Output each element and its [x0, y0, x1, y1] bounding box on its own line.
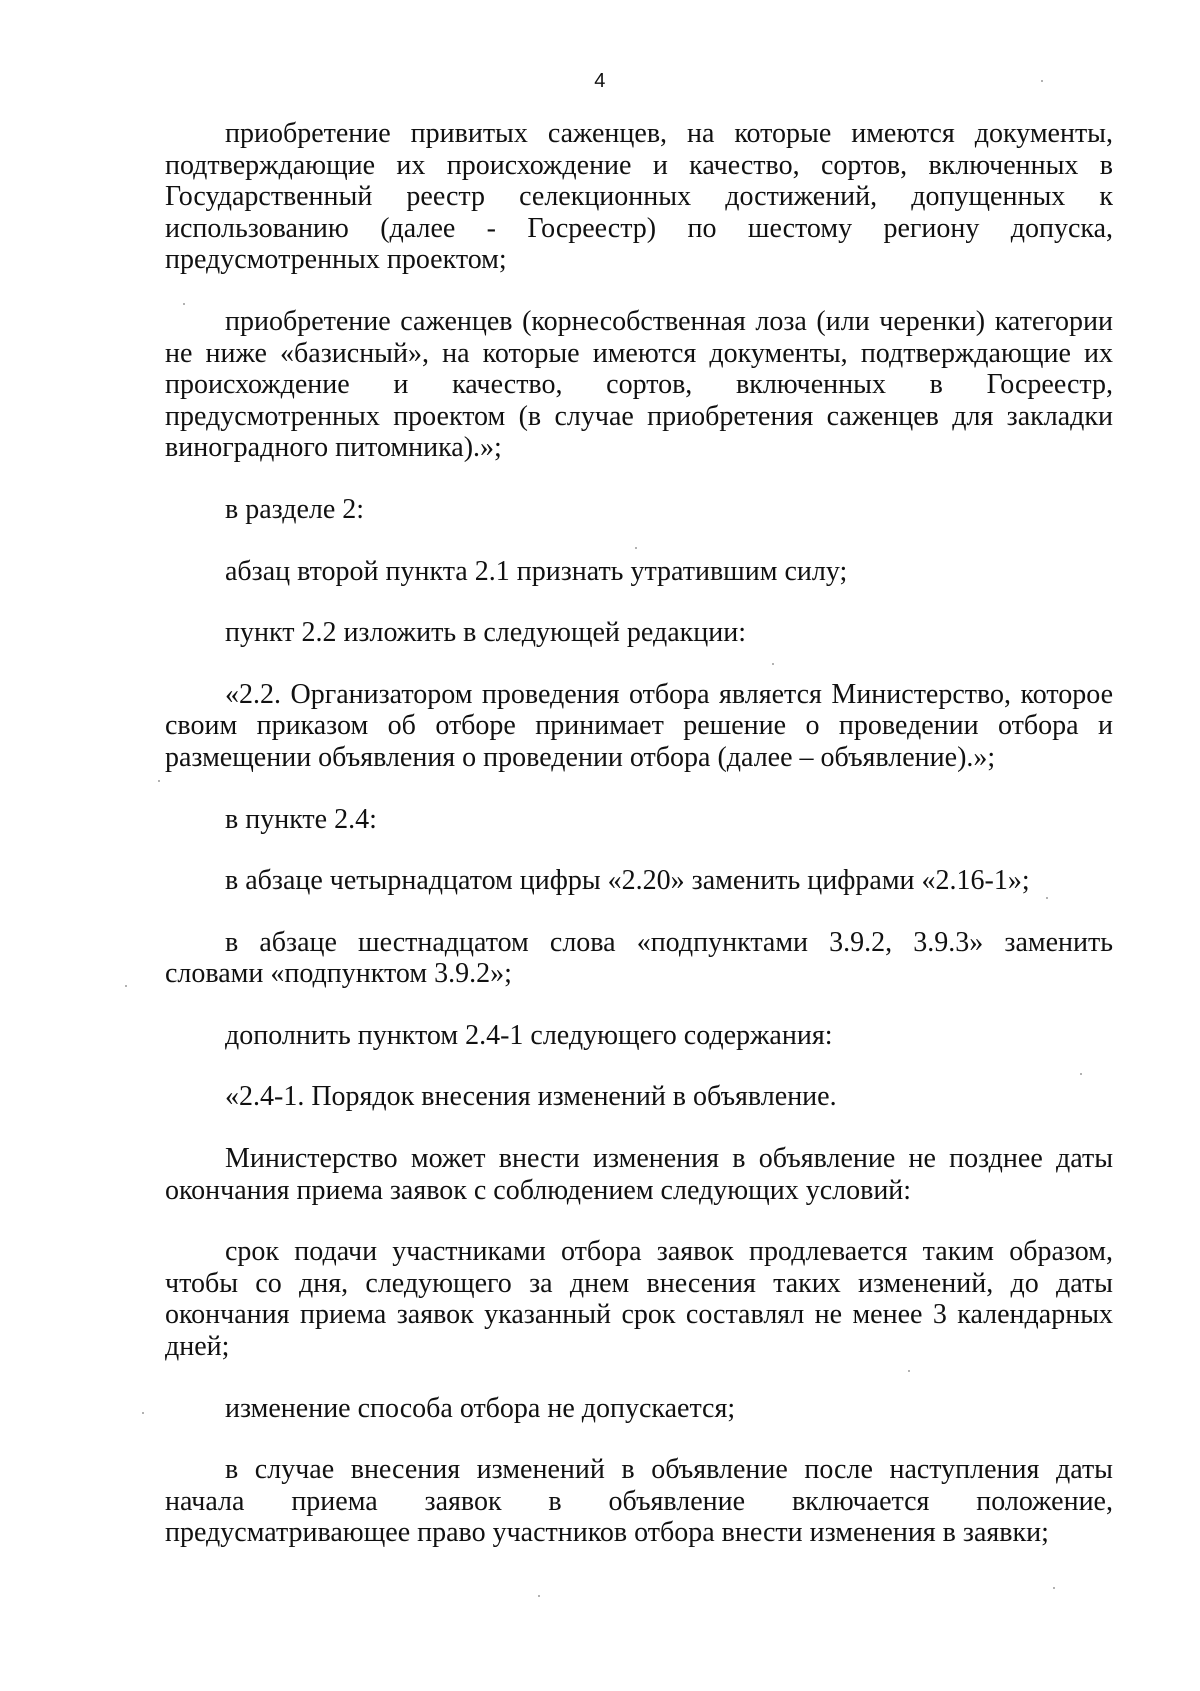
paragraph-clause-2-4: в пункте 2.4:	[225, 803, 377, 835]
paragraph-clause-2-2-text: «2.2. Организатором проведения отбора является Министерство, которое своим приказом об отборе принимает решение о проведении отбора и размещении объявления о проведении отбора (далее – объявление).»;	[165, 678, 1113, 773]
page-number: 4	[594, 70, 606, 92]
paragraph-participant-rights: в случае внесения изменений в объявление после наступления даты начала приема заявок в объявление включается положение, предусматривающее право участников отбора внести изменения в заявки;	[165, 1454, 1113, 1549]
paragraph-section-2: в разделе 2:	[225, 493, 365, 525]
scan-speck	[183, 303, 185, 305]
scan-speck	[772, 663, 774, 665]
paragraph-clause-2-1: абзац второй пункта 2.1 признать утратившим силу;	[225, 555, 848, 587]
paragraph-clause-2-2-intro: пункт 2.2 изложить в следующей редакции:	[225, 617, 746, 649]
scan-speck	[142, 1412, 144, 1414]
scan-speck	[538, 1595, 540, 1597]
scan-speck	[635, 547, 637, 549]
paragraph-deadline-extension: срок подачи участниками отбора заявок продлевается таким образом, чтобы со дня, следующего за днем внесения таких изменений, до даты окончания приема заявок указанный срок составлял не менее 3 календарных дней;	[165, 1236, 1113, 1363]
scan-speck	[1046, 897, 1048, 899]
paragraph-ministry-changes: Министерство может внести изменения в объявление не позднее даты окончания приема заявок с соблюдением следующих условий:	[165, 1143, 1113, 1206]
scan-speck	[1041, 80, 1043, 82]
paragraph-method-unchanged: изменение способа отбора не допускается;	[225, 1392, 736, 1424]
paragraph-grafted-seedlings: приобретение привитых саженцев, на которые имеются документы, подтверждающие их происхождение и качество, сортов, включенных в Государственный реестр селекционных достижений, допущенных к использованию (далее - Госреестр) по шестому региону допуска, предусмотренных проектом;	[165, 118, 1113, 276]
paragraph-clause-2-4-1-intro: дополнить пунктом 2.4-1 следующего содержания:	[225, 1019, 833, 1051]
document-body	[165, 118, 1113, 1549]
paragraph-clause-2-4-fourteenth: в абзаце четырнадцатом цифры «2.20» заменить цифрами «2.16-1»;	[225, 865, 1030, 897]
scan-speck	[1080, 1073, 1082, 1075]
scan-speck	[125, 985, 127, 987]
scan-speck	[158, 780, 160, 782]
paragraph-clause-2-4-1-title: «2.4-1. Порядок внесения изменений в объявление.	[225, 1081, 837, 1113]
scan-speck	[908, 1370, 910, 1372]
paragraph-clause-2-4-sixteenth: в абзаце шестнадцатом слова «подпунктами 3.9.2, 3.9.3» заменить словами «подпунктом 3.9.2»;	[165, 926, 1113, 990]
scan-speck	[1053, 1587, 1055, 1589]
paragraph-own-rooted-seedlings: приобретение саженцев (корнесобственная лоза (или черенки) категории не ниже «базисный», на которые имеются документы, подтверждающие их происхождение и качество, сортов, включенных в Госреестр, предусмотренных проектом (в случае приобретения саженцев для закладки виноградного питомника).»;	[165, 305, 1113, 464]
